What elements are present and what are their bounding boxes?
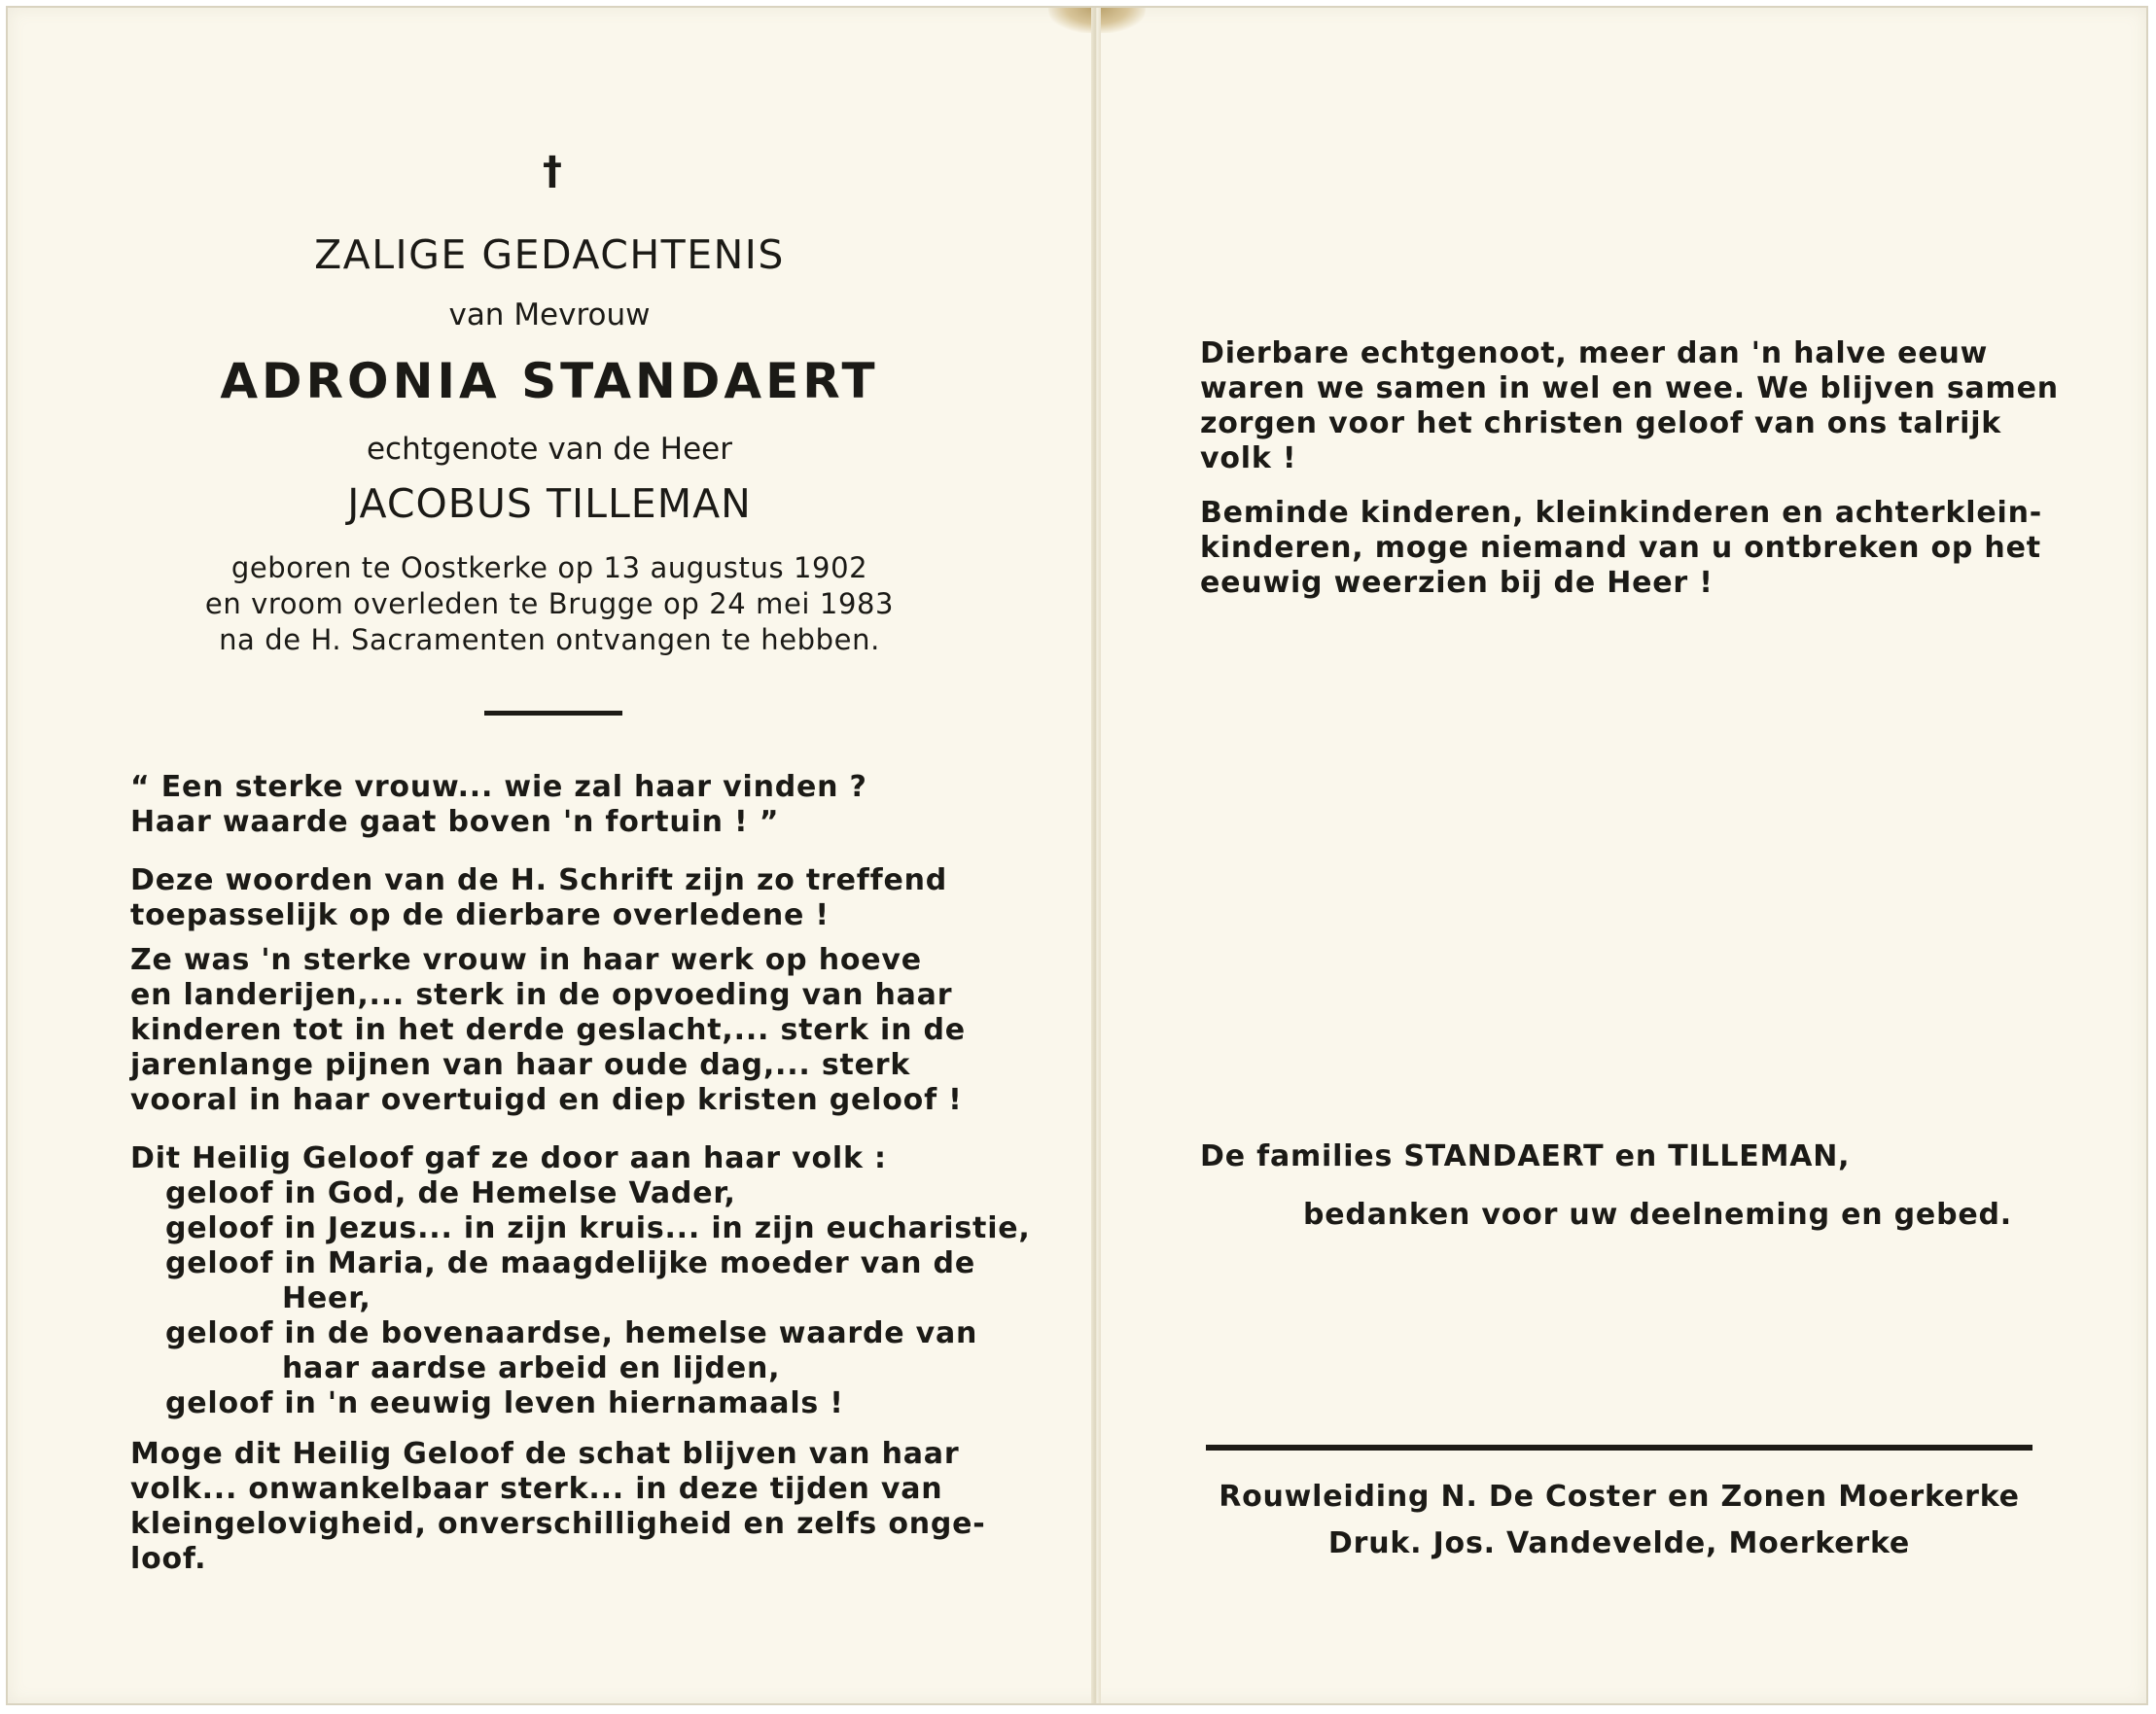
text-line: haar aardse arbeid en lijden, — [282, 1351, 781, 1385]
text-line: kinderen, moge niemand van u ontbreken op het — [1200, 531, 2041, 565]
paragraph-1 — [130, 863, 947, 933]
text-line: en landerijen,... sterk in de opvoeding van haar — [130, 978, 953, 1012]
right-paragraph-2 — [1200, 496, 2042, 601]
thanks-line-2: bedanken voor uw deelneming en gebed. — [1303, 1198, 2012, 1232]
text-line: geloof in God, de Hemelse Vader, — [165, 1176, 736, 1210]
text-line: Moge dit Heilig Geloof de schat blijven van haar — [130, 1437, 960, 1471]
divider — [484, 711, 622, 716]
spouse-of: echtgenote van de Heer — [366, 432, 732, 467]
quote-line: Haar waarde gaat boven 'n fortuin ! ” — [130, 805, 780, 839]
text-line: waren we samen in wel en wee. We blijven samen — [1200, 371, 2059, 405]
text-line: geloof in Maria, de maagdelijke moeder van de — [165, 1246, 975, 1280]
cross-icon: † — [543, 149, 562, 193]
footer-line: Rouwleiding N. De Coster en Zonen Moerkerke — [1219, 1480, 2020, 1514]
printer-footer — [1206, 1474, 2032, 1567]
text-line: Deze woorden van de H. Schrift zijn zo treffend — [130, 863, 948, 897]
quote-line: “ Een sterke vrouw... wie zal haar vinden ? — [130, 770, 867, 804]
text-line: Ze was 'n sterke vrouw in haar werk op hoeve — [130, 943, 922, 977]
paragraph-2 — [130, 943, 966, 1118]
dates-line: geboren te Oostkerke op 13 augustus 1902 — [230, 551, 868, 584]
text-line: volk ! — [1200, 441, 1297, 475]
memorial-card — [6, 6, 2148, 1705]
text-line: toepasselijk op de dierbare overledene ! — [130, 898, 830, 932]
card-fold — [1091, 8, 1101, 1703]
dates-line: na de H. Sacramenten ontvangen te hebben. — [219, 623, 880, 656]
text-line: Dit Heilig Geloof gaf ze door aan haar volk : — [130, 1141, 887, 1175]
quote — [130, 770, 867, 840]
right-paragraph-1 — [1200, 336, 2059, 476]
text-line: geloof in Jezus... in zijn kruis... in zijn eucharistie, — [165, 1211, 1031, 1245]
deceased-name: ADRONIA STANDAERT — [220, 353, 879, 409]
text-line: vooral in haar overtuigd en diep kristen geloof ! — [130, 1083, 963, 1117]
text-line: volk... onwankelbaar sterk... in deze tijden van — [130, 1472, 943, 1506]
dates-line: en vroom overleden te Brugge op 24 mei 1983 — [204, 587, 895, 620]
of-lady: van Mevrouw — [448, 297, 651, 332]
text-line: kinderen tot in het derde geslacht,... sterk in de — [130, 1013, 966, 1047]
thanks-line-1: De families STANDAERT en TILLEMAN, — [1200, 1139, 1851, 1173]
footer-line: Druk. Jos. Vandevelde, Moerkerke — [1327, 1526, 1911, 1560]
heading: ZALIGE GEDACHTENIS — [314, 231, 785, 278]
text-line: kleingelovigheid, onverschilligheid en zelfs onge- — [130, 1507, 986, 1541]
paragraph-3 — [130, 1141, 1031, 1421]
spouse-name: JACOBUS TILLEMAN — [347, 480, 752, 527]
text-line: geloof in de bovenaardse, hemelse waarde van — [165, 1316, 978, 1350]
text-line: Dierbare echtgenoot, meer dan 'n halve eeuw — [1200, 336, 1989, 370]
divider-footer — [1206, 1445, 2032, 1451]
text-line: zorgen voor het christen geloof van ons talrijk — [1200, 406, 2002, 440]
text-line: eeuwig weerzien bij de Heer ! — [1200, 566, 1714, 600]
life-dates — [8, 550, 1091, 658]
text-line: geloof in 'n eeuwig leven hiernamaals ! — [165, 1386, 844, 1420]
text-line: Heer, — [282, 1281, 371, 1315]
text-line: loof. — [130, 1542, 207, 1576]
text-line: Beminde kinderen, kleinkinderen en achterklein- — [1200, 496, 2042, 530]
text-line: jarenlange pijnen van haar oude dag,... sterk — [130, 1048, 911, 1082]
paragraph-4 — [130, 1437, 986, 1577]
